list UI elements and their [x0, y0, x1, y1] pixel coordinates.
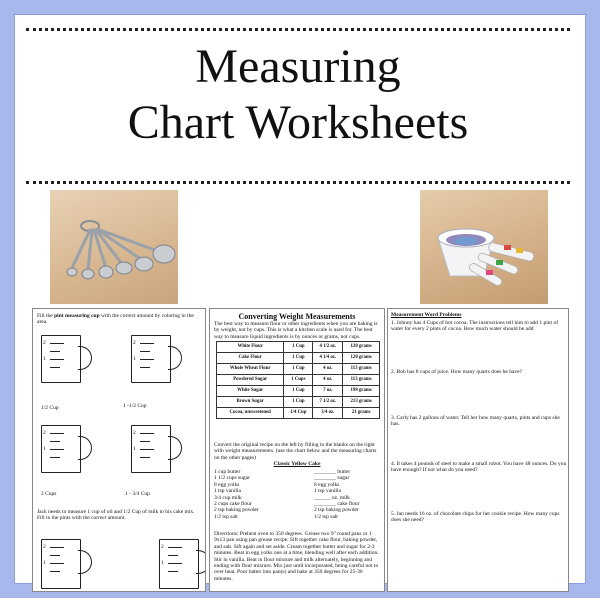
- table-cell: Brown Sugar: [217, 397, 284, 408]
- cup-tick: [140, 449, 154, 450]
- table-cell: 113 grams: [343, 375, 380, 386]
- cup-tick: [140, 343, 154, 344]
- ingredient-blank-line: ________ cake flour: [314, 501, 360, 508]
- cup-mark-1: 1: [133, 446, 136, 452]
- worksheet-weight-conversion: [209, 308, 385, 592]
- ingredients-original: [214, 469, 294, 520]
- cup-tick: [50, 367, 60, 368]
- cup-mark-2: 2: [43, 430, 46, 436]
- title-line-1: Measuring: [195, 40, 401, 93]
- cup-caption-3: 2 Cups: [41, 491, 57, 497]
- pint-cup-3: [41, 425, 81, 473]
- table-cell: Cocoa, unsweetened: [217, 408, 284, 419]
- instruction-emphasis: pint measuring cup: [54, 313, 100, 319]
- cup-mark-1: 1: [43, 356, 46, 362]
- word-problem-2: 2. Bob has 8 cups of juice. How many quarts does he have?: [391, 369, 523, 375]
- cup-tick: [168, 563, 182, 564]
- cup-tick: [140, 351, 150, 352]
- cup-caption-2: 1 -1/2 Cup: [123, 403, 147, 409]
- table-cell: 1 Cups: [284, 375, 313, 386]
- worksheet-word-problems: [387, 308, 569, 592]
- cup-mark-2: 2: [43, 340, 46, 346]
- pint-cup-5: [41, 539, 81, 589]
- table-cell: 4 1/2 oz.: [313, 342, 343, 353]
- table-cell: 120 grams: [343, 342, 380, 353]
- ingredient-blank-line: ________ sugar: [314, 475, 350, 482]
- ingredient-line: 1 tsp vanilla: [214, 488, 241, 495]
- recipe-directions: Directions: Preheat oven to 350 degrees. Grease two 9" round pans or 1 9x13 pan using pan grease recipe. Sift together cake flour, baking powder, and salt. Sift again and set aside. Cream together butter and sugar for 2-3 minutes. Beat in egg yolks one at a time, blending well after each addition. Stir in vanilla. Beat in flour mixture and milk alternately, beginning and ending with flour mixture. Mix just until incorporated, being careful not to over beat. Pour batter into pan(s) and bake at 350 degrees for 25-30 minutes.: [214, 531, 379, 582]
- ingredient-blank-line: 2 tsp baking powder: [314, 507, 359, 514]
- cup-mark-1: 1: [133, 356, 136, 362]
- table-cell: 7 oz.: [313, 386, 343, 397]
- ingredient-blank-line: ______ oz. milk: [314, 494, 350, 501]
- ingredient-blank-line: 1 tsp vanilla: [314, 488, 341, 495]
- cup-tick: [50, 457, 60, 458]
- table-cell: 198 grams: [343, 386, 380, 397]
- table-cell: Cake Flour: [217, 353, 284, 364]
- cup-handle: [78, 346, 92, 370]
- table-row: [217, 386, 380, 397]
- table-cell: 120 grams: [343, 353, 380, 364]
- cup-tick: [140, 441, 150, 442]
- pint-cup-6: [159, 539, 199, 589]
- ingredient-line: 3/4 cup milk: [214, 494, 242, 501]
- table-cell: 1 Cup: [284, 342, 313, 353]
- table-cell: 1 Cup: [284, 364, 313, 375]
- ingredient-line: 2 cups cake flour: [214, 501, 252, 508]
- pint-cup-4: [131, 425, 171, 473]
- table-row: [217, 364, 380, 375]
- table-row: [217, 397, 380, 408]
- weight-conversion-table: [216, 341, 380, 419]
- table-cell: 7 1/2 oz.: [313, 397, 343, 408]
- table-cell: 4 oz.: [313, 364, 343, 375]
- cup-tick: [50, 547, 64, 548]
- cup-tick: [140, 359, 154, 360]
- ingredient-line: 2 tsp baking powder: [214, 507, 259, 514]
- cup-tick: [168, 571, 178, 572]
- recipe-title: Classic Yellow Cake: [273, 461, 321, 467]
- convert-instructions: Convert the original recipe on the left by filling in the blanks on the right with weight measurements. (use the chart below and the measuring charts on the other pages): [214, 442, 377, 461]
- table-row: [217, 342, 380, 353]
- table-cell: 3/4 oz.: [313, 408, 343, 419]
- cup-handle: [168, 346, 182, 370]
- cup-mark-1: 1: [161, 560, 164, 566]
- pint-cup-1: [41, 335, 81, 383]
- cup-tick: [50, 441, 60, 442]
- measuring-cups-photo: [420, 190, 548, 304]
- ingredient-blank-line: 8 egg yolks: [314, 481, 340, 488]
- ingredient-line: 1 cup butter: [214, 469, 241, 475]
- cup-mark-2: 2: [133, 340, 136, 346]
- ingredient-line: 1 1/2 cups sugar: [214, 475, 250, 482]
- table-cell: 113 grams: [343, 364, 380, 375]
- measuring-spoons-photo: [50, 190, 178, 304]
- cup-handle: [196, 550, 206, 574]
- cup-handle: [168, 436, 182, 460]
- cup-tick: [140, 457, 150, 458]
- cup-handle: [78, 436, 92, 460]
- conversion-title: Converting Weight Measurements: [238, 312, 356, 321]
- table-cell: 4 oz.: [313, 375, 343, 386]
- instruction-text-end: with the correct amount by coloring in the area.: [37, 313, 194, 326]
- pint-cup-2: [131, 335, 171, 383]
- word-problems-title: Measurement Word Problems: [391, 312, 462, 318]
- ingredient-line: 1/2 tsp salt: [214, 513, 238, 520]
- ingredient-blank-line: 1/2 tsp salt: [314, 513, 338, 520]
- word-problem-5: 5. Jan needs 16 oz. of chocolate chips for her cookie recipe. How many cups does she need?: [391, 511, 560, 524]
- cup-tick: [50, 563, 64, 564]
- table-cell: White Sugar: [217, 386, 284, 397]
- ingredient-line: 8 egg yolks: [214, 481, 240, 488]
- cup-tick: [50, 449, 64, 450]
- word-problem-3: 3. Carly has 2 gallons of water. Tell her how many quarts, pints and cups she has.: [391, 415, 560, 428]
- jack-problem-text: Jack needs to measure 1 cup of oil and 1/2 Cup of milk to his cake mix. Fill in the pints with the correct amount.: [37, 509, 195, 522]
- cup-tick: [168, 547, 182, 548]
- ingredients-converted: [314, 469, 384, 520]
- cup-tick: [50, 351, 60, 352]
- table-cell: 4 1/4 oz.: [313, 353, 343, 364]
- table-cell: 213 grams: [343, 397, 380, 408]
- cup-caption-4: 1 - 3/4 Cup: [125, 491, 150, 497]
- table-cell: Powdered Sugar: [217, 375, 284, 386]
- cup-tick: [50, 555, 60, 556]
- title-banner: [26, 28, 570, 184]
- cup-tick: [50, 343, 64, 344]
- cup-tick: [50, 433, 64, 434]
- table-cell: Whole Wheat Flour: [217, 364, 284, 375]
- instruction-text: Fill the: [37, 313, 55, 319]
- table-cell: 1 Cup: [284, 397, 313, 408]
- pint-instructions: [37, 313, 201, 326]
- cup-tick: [168, 555, 178, 556]
- word-problem-4: 4. It takes 4 pounds of steel to make a small robot. You have 48 ounces. Do you have enough? If not what do you need?: [391, 461, 567, 474]
- word-problem-1: 1. Johnny has 4 Cups of hot cocoa. The instructions tell him to add 1 pint of water for every 2 pints of cocoa. How much water should he add: [391, 320, 559, 333]
- table-cell: 1 Cup: [284, 386, 313, 397]
- cup-caption-1: 1/2 Cup: [41, 405, 59, 411]
- cup-handle: [78, 550, 92, 574]
- table-row: [217, 375, 380, 386]
- cup-tick: [50, 571, 60, 572]
- title-line-2: Chart Worksheets: [127, 96, 469, 149]
- measuring-spoons-illustration: [50, 190, 178, 304]
- cup-tick: [50, 359, 64, 360]
- cup-tick: [140, 433, 154, 434]
- measuring-cups-illustration: [420, 190, 548, 304]
- cup-mark-2: 2: [161, 544, 164, 550]
- table-cell: 1/4 Cup: [284, 408, 313, 419]
- conversion-intro: The best way to measure flour or other ingredients when you are baking is by weight, not by cups. This is what a kitchen scale is used for. The best way to measure liquid ingredients is by ounces or grams, not cups.: [214, 321, 378, 340]
- ingredient-blank-line: ________ butter: [314, 469, 351, 475]
- cup-mark-1: 1: [43, 446, 46, 452]
- table-cell: White Flour: [217, 342, 284, 353]
- table-cell: 1 Cup: [284, 353, 313, 364]
- table-cell: 21 grams: [343, 408, 380, 419]
- table-row: [217, 353, 380, 364]
- table-row: [217, 408, 380, 419]
- worksheet-pint-cups: [32, 308, 206, 592]
- cup-tick: [140, 367, 150, 368]
- cup-mark-2: 2: [133, 430, 136, 436]
- cup-mark-2: 2: [43, 544, 46, 550]
- cup-mark-1: 1: [43, 560, 46, 566]
